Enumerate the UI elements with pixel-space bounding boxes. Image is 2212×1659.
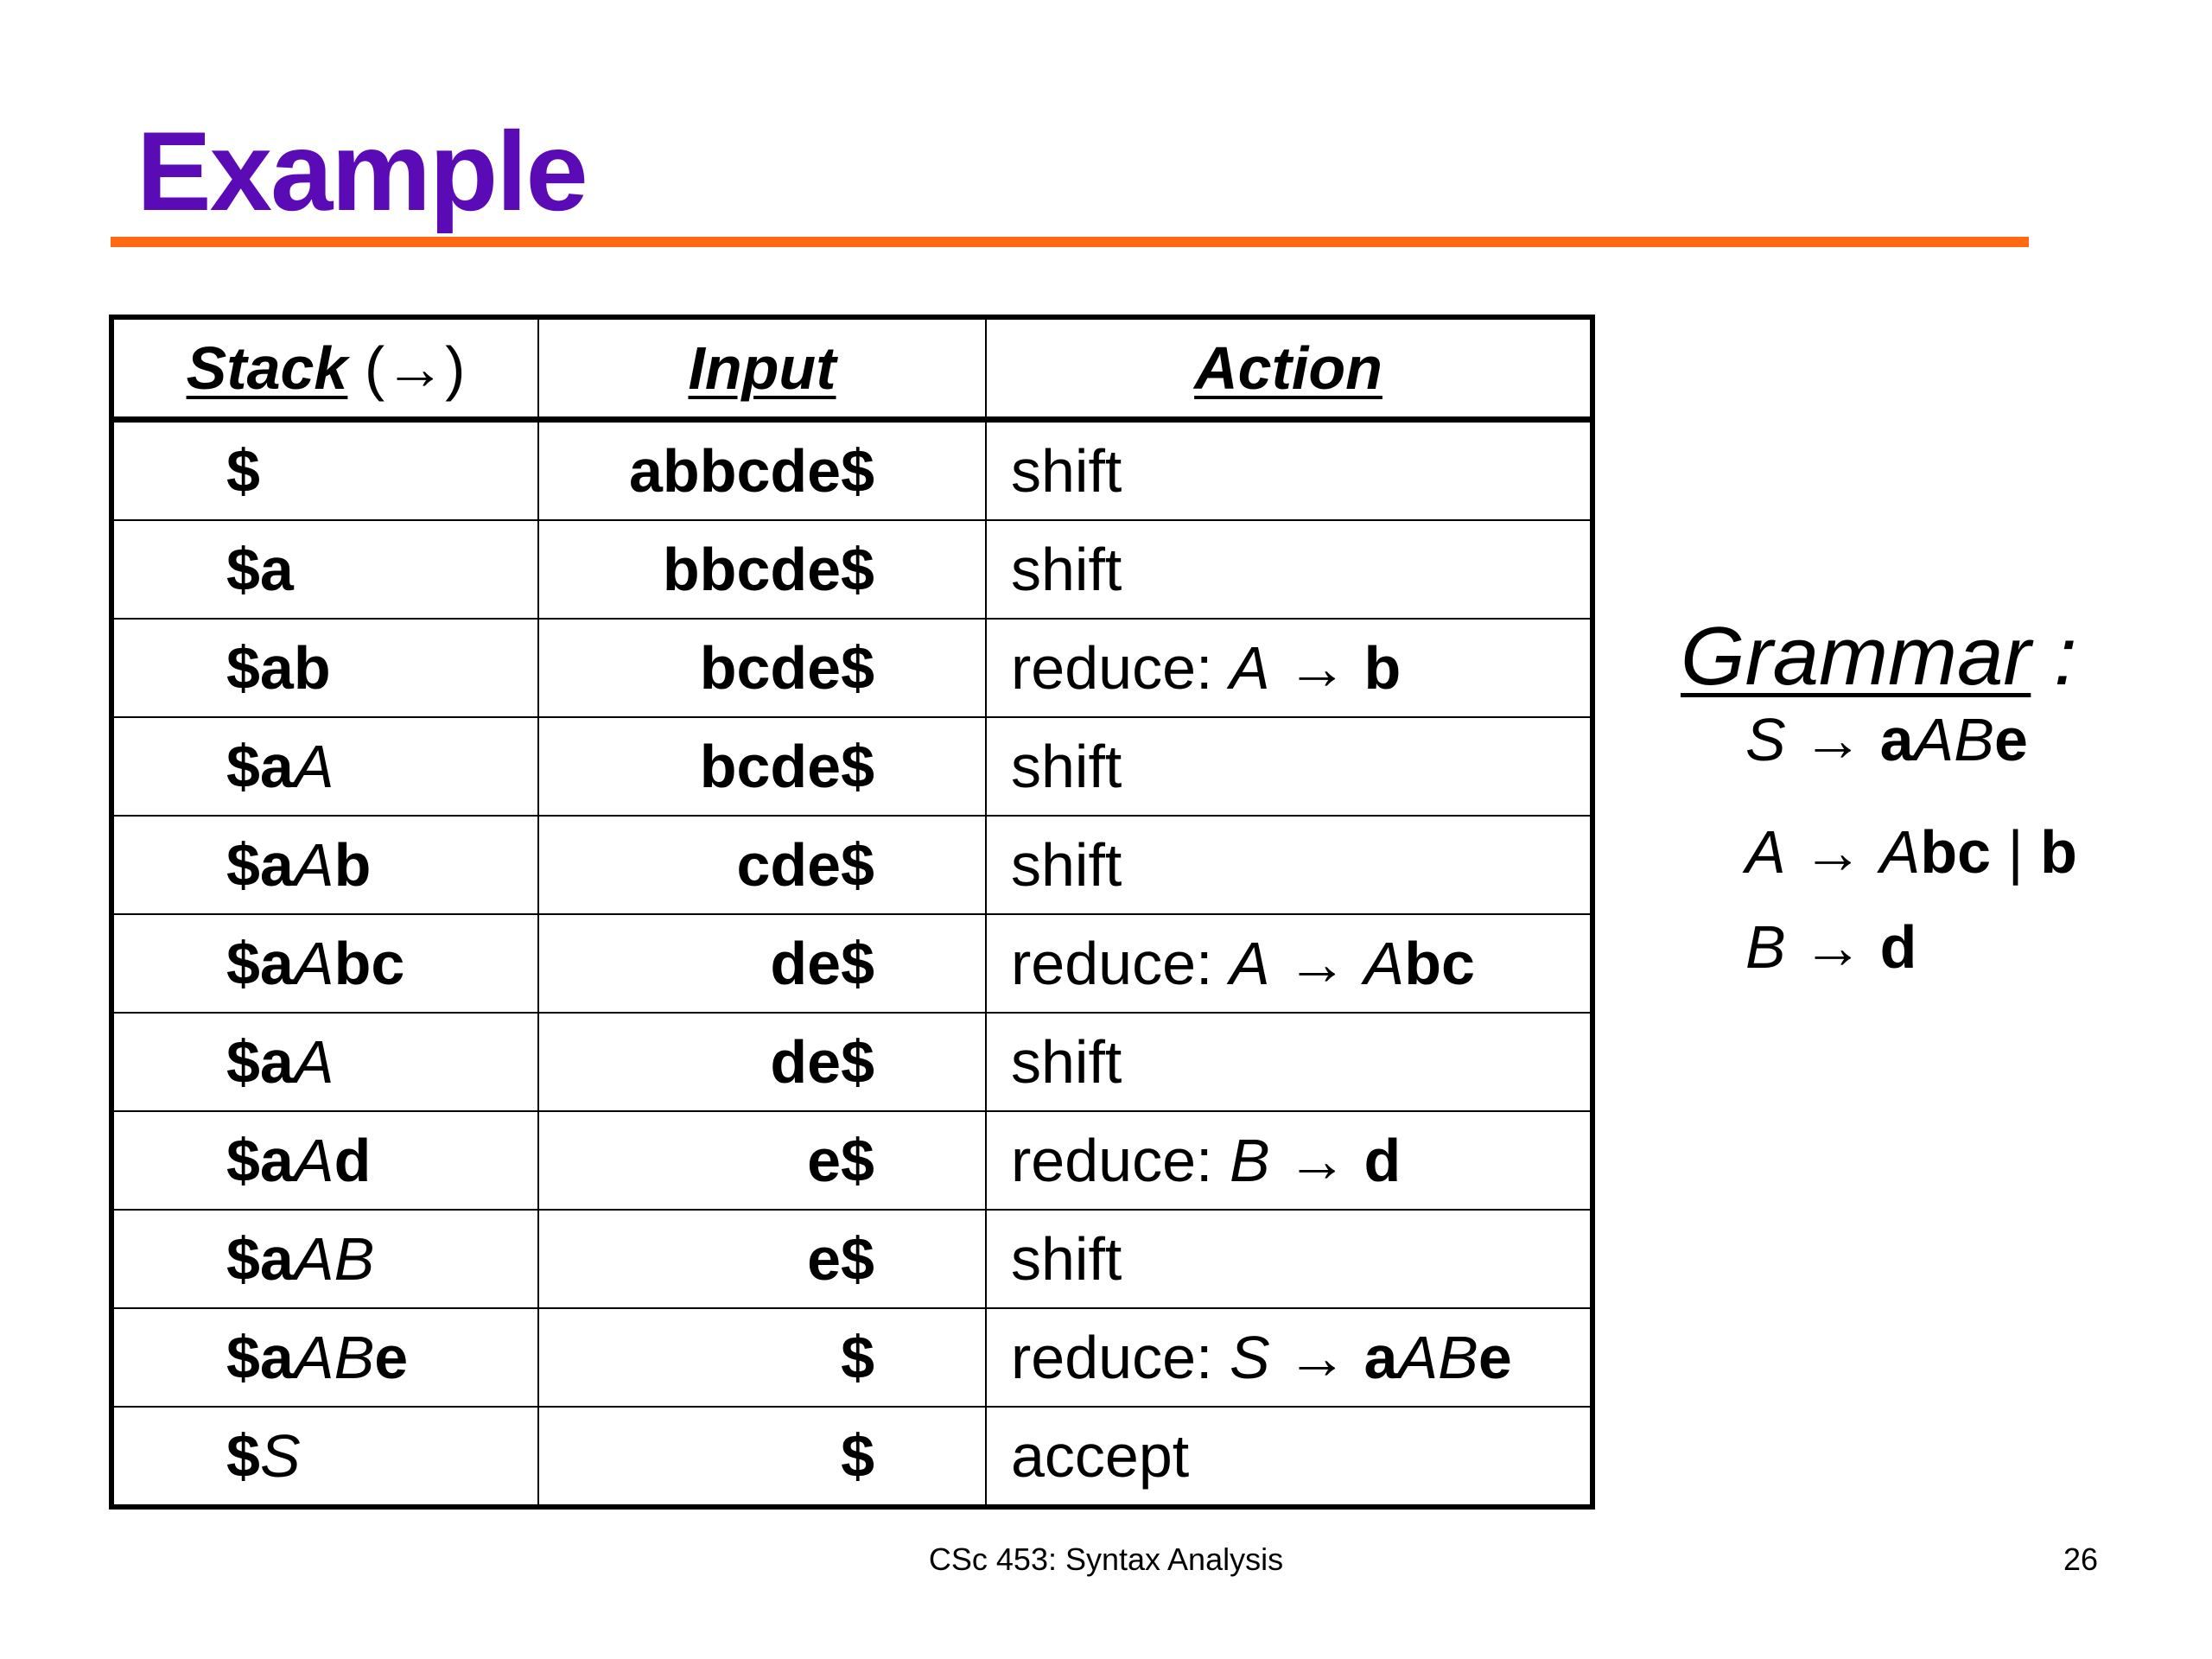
table-row [111, 520, 1592, 619]
action-cell [986, 1308, 1592, 1407]
header-action [986, 317, 1592, 420]
action-cell-part: A [1229, 634, 1270, 702]
stack-cell-part: A [293, 1127, 334, 1194]
grammar-rule-part: S [1745, 706, 1786, 773]
input-cell: bcde$ [538, 717, 986, 816]
stack-cell [111, 1013, 538, 1111]
grammar-heading-colon: : [2031, 610, 2077, 702]
table-body [111, 420, 1592, 1508]
header-action-label: Action [1194, 334, 1382, 402]
stack-cell-part: A [293, 733, 334, 800]
header-stack-label: Stack [186, 334, 348, 402]
action-cell [986, 717, 1592, 816]
action-cell-part: A [1229, 930, 1270, 997]
action-cell-part: S [1229, 1324, 1270, 1391]
input-cell: $ [538, 1308, 986, 1407]
stack-cell-part: $a [226, 536, 294, 603]
action-cell [986, 1013, 1592, 1111]
slide-footer: CSc 453: Syntax Analysis [928, 1541, 1284, 1577]
grammar-rule-part: d [1879, 913, 1917, 981]
action-cell-part: → [1269, 1127, 1364, 1194]
stack-cell-part: b [334, 831, 372, 899]
grammar-rule-part: → [1785, 706, 1880, 773]
table-row [111, 420, 1592, 521]
grammar-rule-part: → [1785, 818, 1880, 886]
grammar-heading [1681, 605, 2077, 709]
action-cell-part: shift [1011, 733, 1122, 800]
stack-cell-part: bc [334, 930, 405, 997]
grammar-rule-part: a [1879, 706, 1914, 773]
stack-cell-part: $ [226, 437, 260, 505]
action-cell-part: shift [1011, 831, 1122, 899]
stack-cell-part: $ab [226, 634, 331, 702]
stack-cell [111, 717, 538, 816]
table-header-row [111, 317, 1592, 420]
grammar-rule [1745, 705, 2028, 774]
action-cell-part: accept [1011, 1422, 1190, 1490]
action-cell-part: reduce: [1011, 930, 1230, 997]
action-cell-part: b [1363, 634, 1402, 702]
grammar-rule [1745, 817, 2077, 887]
stack-cell-part: A [293, 831, 334, 899]
action-cell [986, 520, 1592, 619]
input-cell: bbcde$ [538, 520, 986, 619]
table-row [111, 1407, 1592, 1507]
action-cell-part: AB [1397, 1324, 1478, 1391]
input-cell: e$ [538, 1210, 986, 1308]
stack-cell-part: e [374, 1324, 409, 1391]
slide-title: Example [137, 108, 587, 234]
action-cell-part: → [1269, 1324, 1364, 1391]
table-row [111, 1308, 1592, 1407]
grammar-panel [1681, 605, 2077, 981]
grammar-heading-label: Grammar [1681, 610, 2031, 702]
action-cell-part: → [1269, 930, 1364, 997]
stack-cell [111, 520, 538, 619]
grammar-rule-part: AB [1913, 706, 1994, 773]
action-cell-part: d [1363, 1127, 1402, 1194]
action-cell [986, 1407, 1592, 1507]
page-number: 26 [2063, 1541, 2099, 1577]
grammar-rule-part: e [1993, 706, 2028, 773]
header-stack-arrow: (→) [364, 334, 466, 402]
input-cell: cde$ [538, 816, 986, 914]
input-cell: abbcde$ [538, 420, 986, 521]
action-cell [986, 619, 1592, 717]
action-cell [986, 420, 1592, 521]
table-row [111, 914, 1592, 1013]
stack-cell-part: AB [293, 1225, 375, 1293]
stack-cell [111, 1407, 538, 1507]
grammar-rule-part: → [1785, 913, 1880, 981]
grammar-rule-part: | [1991, 818, 2041, 886]
stack-cell [111, 1308, 538, 1407]
grammar-rule-part: b [2040, 818, 2077, 886]
stack-cell-part: $a [226, 1225, 294, 1293]
action-cell-part: shift [1011, 1225, 1122, 1293]
action-cell [986, 1111, 1592, 1210]
header-input-label: Input [688, 334, 836, 402]
action-cell [986, 914, 1592, 1013]
table-row [111, 1210, 1592, 1308]
input-cell: de$ [538, 914, 986, 1013]
parse-trace-table [109, 315, 1595, 1510]
action-cell [986, 1210, 1592, 1308]
stack-cell-part: A [293, 1028, 334, 1096]
stack-cell-part: $a [226, 1028, 294, 1096]
stack-cell [111, 619, 538, 717]
title-underline-rule [111, 237, 2029, 247]
action-cell-part: shift [1011, 1028, 1122, 1096]
stack-cell-part: $a [226, 831, 294, 899]
action-cell-part: reduce: [1011, 1127, 1230, 1194]
stack-cell-part: A [293, 930, 334, 997]
action-cell-part: A [1363, 930, 1405, 997]
table-row [111, 816, 1592, 914]
stack-cell [111, 914, 538, 1013]
grammar-rule-part: A [1879, 818, 1921, 886]
input-cell: de$ [538, 1013, 986, 1111]
action-cell-part: e [1478, 1324, 1512, 1391]
action-cell [986, 816, 1592, 914]
stack-cell [111, 816, 538, 914]
table-row [111, 619, 1592, 717]
action-cell-part: reduce: [1011, 634, 1230, 702]
stack-cell-part: $a [226, 733, 294, 800]
action-cell-part: shift [1011, 536, 1122, 603]
action-cell-part: → [1269, 634, 1364, 702]
grammar-rule [1745, 912, 1916, 982]
table-row [111, 717, 1592, 816]
stack-cell-part: S [259, 1422, 301, 1490]
stack-cell-part: $ [226, 1422, 260, 1490]
action-cell-part: bc [1404, 930, 1475, 997]
input-cell: e$ [538, 1111, 986, 1210]
input-cell: bcde$ [538, 619, 986, 717]
header-input [538, 317, 986, 420]
action-cell-part: B [1229, 1127, 1270, 1194]
action-cell-part: a [1363, 1324, 1398, 1391]
action-cell-part: shift [1011, 437, 1122, 505]
table-row [111, 1013, 1592, 1111]
stack-cell [111, 1111, 538, 1210]
input-cell: $ [538, 1407, 986, 1507]
action-cell-part: reduce: [1011, 1324, 1230, 1391]
stack-cell-part: d [334, 1127, 372, 1194]
stack-cell-part: $a [226, 1127, 294, 1194]
grammar-rule-part: B [1745, 913, 1786, 981]
grammar-rule-part: bc [1920, 818, 1992, 886]
stack-cell-part: $a [226, 1324, 294, 1391]
stack-cell [111, 420, 538, 521]
stack-cell [111, 1210, 538, 1308]
stack-cell-part: $a [226, 930, 294, 997]
grammar-rule-part: A [1745, 818, 1786, 886]
stack-cell-part: AB [293, 1324, 375, 1391]
table-row [111, 1111, 1592, 1210]
header-stack [111, 317, 538, 420]
